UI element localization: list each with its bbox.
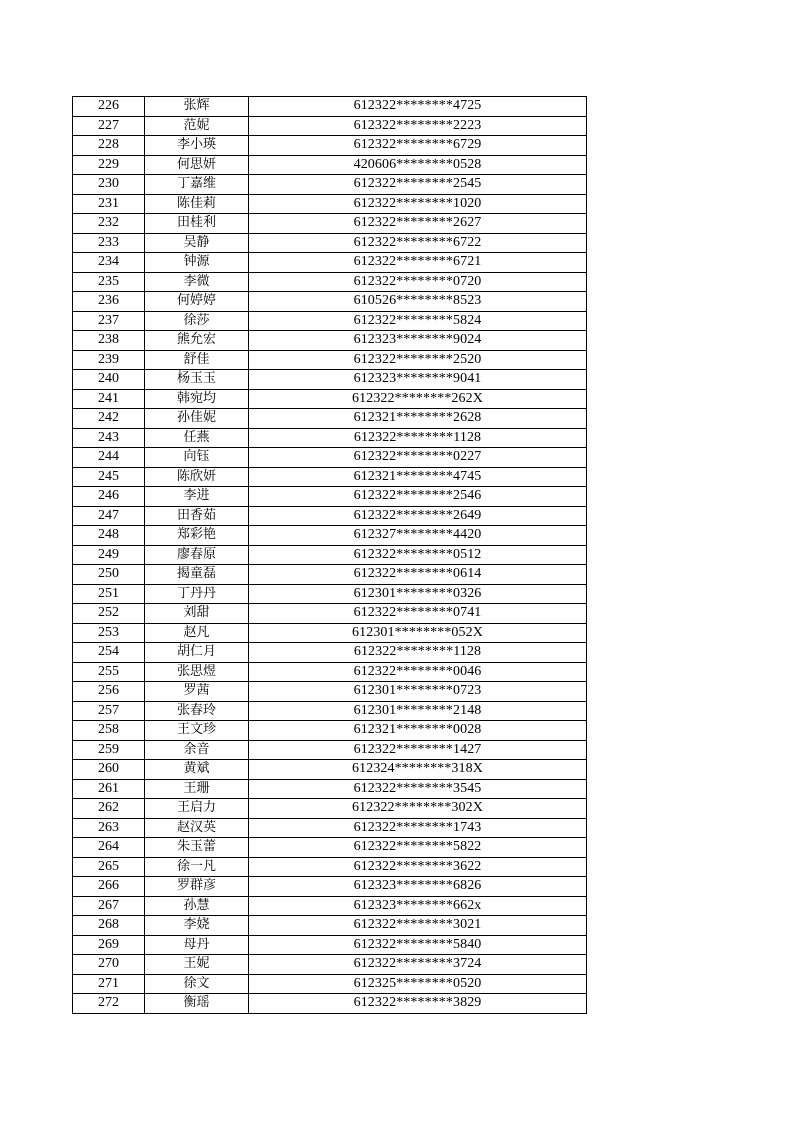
id-number-cell: 612322********3545 — [249, 779, 587, 799]
name-cell: 钟源 — [145, 253, 249, 273]
name-cell: 胡仁月 — [145, 643, 249, 663]
row-number-cell: 252 — [73, 604, 145, 624]
table-row — [73, 662, 587, 682]
name-cell: 孙佳妮 — [145, 409, 249, 429]
row-number-cell: 236 — [73, 292, 145, 312]
id-number-cell: 612322********4725 — [249, 97, 587, 117]
id-number-cell: 612323********662x — [249, 896, 587, 916]
id-number-cell: 612322********0512 — [249, 545, 587, 565]
id-number-cell: 612322********262X — [249, 389, 587, 409]
id-number-cell: 612323********6826 — [249, 877, 587, 897]
name-cell: 刘甜 — [145, 604, 249, 624]
name-cell: 徐莎 — [145, 311, 249, 331]
name-cell: 吴静 — [145, 233, 249, 253]
id-number-cell: 612322********3021 — [249, 916, 587, 936]
id-number-cell: 612322********2627 — [249, 214, 587, 234]
id-number-cell: 612321********0028 — [249, 721, 587, 741]
table-row — [73, 155, 587, 175]
name-cell: 赵汉英 — [145, 818, 249, 838]
table-row — [73, 974, 587, 994]
row-number-cell: 264 — [73, 838, 145, 858]
row-number-cell: 227 — [73, 116, 145, 136]
table-row — [73, 818, 587, 838]
name-cell: 舒佳 — [145, 350, 249, 370]
id-number-cell: 612322********2520 — [249, 350, 587, 370]
table-row — [73, 136, 587, 156]
table-row — [73, 740, 587, 760]
row-number-cell: 246 — [73, 487, 145, 507]
id-number-cell: 612322********6721 — [249, 253, 587, 273]
name-cell: 徐文 — [145, 974, 249, 994]
id-number-cell: 612323********9041 — [249, 370, 587, 390]
table-row — [73, 565, 587, 585]
id-number-cell: 612324********318X — [249, 760, 587, 780]
name-cell: 何思妍 — [145, 155, 249, 175]
id-number-cell: 612322********0046 — [249, 662, 587, 682]
id-number-cell: 612301********0326 — [249, 584, 587, 604]
table-row — [73, 116, 587, 136]
row-number-cell: 231 — [73, 194, 145, 214]
table-row — [73, 97, 587, 117]
table-row — [73, 896, 587, 916]
roster-table — [72, 96, 587, 1014]
name-cell: 徐一凡 — [145, 857, 249, 877]
row-number-cell: 232 — [73, 214, 145, 234]
table-row — [73, 838, 587, 858]
id-number-cell: 612322********1743 — [249, 818, 587, 838]
name-cell: 熊允宏 — [145, 331, 249, 351]
row-number-cell: 235 — [73, 272, 145, 292]
id-number-cell: 612322********1020 — [249, 194, 587, 214]
name-cell: 田香茹 — [145, 506, 249, 526]
id-number-cell: 612323********9024 — [249, 331, 587, 351]
name-cell: 陈佳莉 — [145, 194, 249, 214]
name-cell: 揭童磊 — [145, 565, 249, 585]
table-row — [73, 253, 587, 273]
table-row — [73, 175, 587, 195]
id-number-cell: 612322********0720 — [249, 272, 587, 292]
name-cell: 郑彩艳 — [145, 526, 249, 546]
name-cell: 黄斌 — [145, 760, 249, 780]
name-cell: 任燕 — [145, 428, 249, 448]
table-row — [73, 448, 587, 468]
row-number-cell: 251 — [73, 584, 145, 604]
name-cell: 王启力 — [145, 799, 249, 819]
name-cell: 丁丹丹 — [145, 584, 249, 604]
row-number-cell: 234 — [73, 253, 145, 273]
table-row — [73, 779, 587, 799]
table-row — [73, 604, 587, 624]
table-row — [73, 487, 587, 507]
table-row — [73, 331, 587, 351]
table-row — [73, 214, 587, 234]
name-cell: 韩宛均 — [145, 389, 249, 409]
row-number-cell: 255 — [73, 662, 145, 682]
name-cell: 廖春原 — [145, 545, 249, 565]
name-cell: 朱玉蕾 — [145, 838, 249, 858]
row-number-cell: 266 — [73, 877, 145, 897]
table-row — [73, 292, 587, 312]
id-number-cell: 610526********8523 — [249, 292, 587, 312]
table-row — [73, 701, 587, 721]
name-cell: 李微 — [145, 272, 249, 292]
id-number-cell: 612301********052X — [249, 623, 587, 643]
id-number-cell: 612325********0520 — [249, 974, 587, 994]
name-cell: 李小瑛 — [145, 136, 249, 156]
id-number-cell: 612322********2546 — [249, 487, 587, 507]
row-number-cell: 262 — [73, 799, 145, 819]
row-number-cell: 265 — [73, 857, 145, 877]
id-number-cell: 420606********0528 — [249, 155, 587, 175]
row-number-cell: 248 — [73, 526, 145, 546]
row-number-cell: 240 — [73, 370, 145, 390]
name-cell: 丁嘉维 — [145, 175, 249, 195]
name-cell: 范妮 — [145, 116, 249, 136]
table-row — [73, 721, 587, 741]
name-cell: 母丹 — [145, 935, 249, 955]
name-cell: 张春玲 — [145, 701, 249, 721]
id-number-cell: 612322********2223 — [249, 116, 587, 136]
table-row — [73, 994, 587, 1014]
name-cell: 张思煜 — [145, 662, 249, 682]
id-number-cell: 612322********5824 — [249, 311, 587, 331]
row-number-cell: 256 — [73, 682, 145, 702]
table-row — [73, 935, 587, 955]
row-number-cell: 238 — [73, 331, 145, 351]
row-number-cell: 258 — [73, 721, 145, 741]
row-number-cell: 226 — [73, 97, 145, 117]
table-row — [73, 584, 587, 604]
name-cell: 何婷婷 — [145, 292, 249, 312]
table-row — [73, 857, 587, 877]
id-number-cell: 612322********2649 — [249, 506, 587, 526]
table-row — [73, 428, 587, 448]
table-row — [73, 916, 587, 936]
id-number-cell: 612322********302X — [249, 799, 587, 819]
table-row — [73, 272, 587, 292]
table-row — [73, 877, 587, 897]
id-number-cell: 612322********1128 — [249, 428, 587, 448]
table-row — [73, 623, 587, 643]
row-number-cell: 228 — [73, 136, 145, 156]
id-number-cell: 612301********2148 — [249, 701, 587, 721]
name-cell: 罗茜 — [145, 682, 249, 702]
name-cell: 向钰 — [145, 448, 249, 468]
id-number-cell: 612322********1128 — [249, 643, 587, 663]
name-cell: 王妮 — [145, 955, 249, 975]
table-row — [73, 526, 587, 546]
row-number-cell: 271 — [73, 974, 145, 994]
id-number-cell: 612327********4420 — [249, 526, 587, 546]
id-number-cell: 612321********2628 — [249, 409, 587, 429]
row-number-cell: 260 — [73, 760, 145, 780]
id-number-cell: 612322********3622 — [249, 857, 587, 877]
row-number-cell: 233 — [73, 233, 145, 253]
row-number-cell: 253 — [73, 623, 145, 643]
id-number-cell: 612322********0741 — [249, 604, 587, 624]
name-cell: 赵凡 — [145, 623, 249, 643]
row-number-cell: 269 — [73, 935, 145, 955]
row-number-cell: 241 — [73, 389, 145, 409]
roster-table-body — [73, 97, 587, 1014]
row-number-cell: 247 — [73, 506, 145, 526]
table-row — [73, 643, 587, 663]
row-number-cell: 259 — [73, 740, 145, 760]
row-number-cell: 229 — [73, 155, 145, 175]
table-row — [73, 545, 587, 565]
row-number-cell: 254 — [73, 643, 145, 663]
name-cell: 陈欣妍 — [145, 467, 249, 487]
name-cell: 余音 — [145, 740, 249, 760]
table-row — [73, 311, 587, 331]
name-cell: 田桂利 — [145, 214, 249, 234]
name-cell: 孙慧 — [145, 896, 249, 916]
name-cell: 杨玉玉 — [145, 370, 249, 390]
row-number-cell: 267 — [73, 896, 145, 916]
row-number-cell: 257 — [73, 701, 145, 721]
table-row — [73, 409, 587, 429]
name-cell: 李娆 — [145, 916, 249, 936]
table-row — [73, 194, 587, 214]
row-number-cell: 230 — [73, 175, 145, 195]
table-row — [73, 233, 587, 253]
id-number-cell: 612322********6722 — [249, 233, 587, 253]
name-cell: 罗群彦 — [145, 877, 249, 897]
name-cell: 王文珍 — [145, 721, 249, 741]
row-number-cell: 270 — [73, 955, 145, 975]
row-number-cell: 261 — [73, 779, 145, 799]
row-number-cell: 237 — [73, 311, 145, 331]
table-row — [73, 682, 587, 702]
row-number-cell: 249 — [73, 545, 145, 565]
row-number-cell: 245 — [73, 467, 145, 487]
name-cell: 李进 — [145, 487, 249, 507]
row-number-cell: 239 — [73, 350, 145, 370]
id-number-cell: 612322********3724 — [249, 955, 587, 975]
id-number-cell: 612322********3829 — [249, 994, 587, 1014]
id-number-cell: 612322********1427 — [249, 740, 587, 760]
row-number-cell: 243 — [73, 428, 145, 448]
row-number-cell: 263 — [73, 818, 145, 838]
name-cell: 张辉 — [145, 97, 249, 117]
row-number-cell: 272 — [73, 994, 145, 1014]
table-row — [73, 389, 587, 409]
id-number-cell: 612322********5840 — [249, 935, 587, 955]
id-number-cell: 612322********0227 — [249, 448, 587, 468]
id-number-cell: 612322********6729 — [249, 136, 587, 156]
id-number-cell: 612301********0723 — [249, 682, 587, 702]
table-row — [73, 799, 587, 819]
name-cell: 衡瑶 — [145, 994, 249, 1014]
id-number-cell: 612321********4745 — [249, 467, 587, 487]
table-row — [73, 955, 587, 975]
row-number-cell: 268 — [73, 916, 145, 936]
table-row — [73, 760, 587, 780]
row-number-cell: 242 — [73, 409, 145, 429]
id-number-cell: 612322********0614 — [249, 565, 587, 585]
table-row — [73, 370, 587, 390]
id-number-cell: 612322********5822 — [249, 838, 587, 858]
row-number-cell: 250 — [73, 565, 145, 585]
table-row — [73, 467, 587, 487]
id-number-cell: 612322********2545 — [249, 175, 587, 195]
row-number-cell: 244 — [73, 448, 145, 468]
name-cell: 王珊 — [145, 779, 249, 799]
table-row — [73, 506, 587, 526]
table-row — [73, 350, 587, 370]
